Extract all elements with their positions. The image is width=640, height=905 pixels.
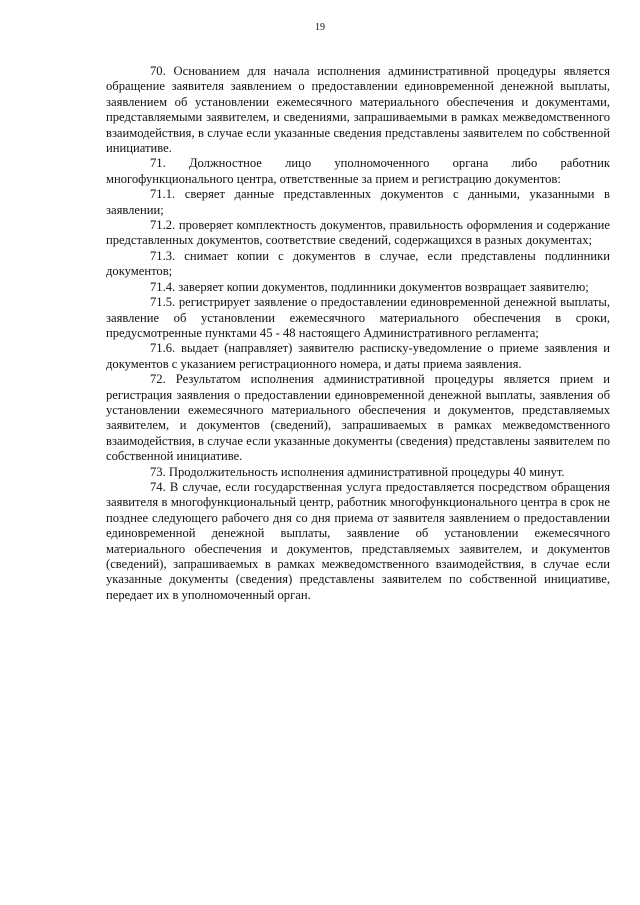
paragraph-71-5: 71.5. регистрирует заявление о предоставлении единовременной денежной выплаты, заявление об установлении ежемесячного материального обеспечения в сроки, предусмотренные пунктами 45 - 48 настоящего Административного регламента; bbox=[106, 295, 610, 340]
paragraph-71-4: 71.4. заверяет копии документов, подлинники документов возвращает заявителю; bbox=[150, 279, 589, 294]
paragraph-74: 74. В случае, если государственная услуга предоставляется посредством обращения заявителя в многофункциональный центр, работник многофункционального центра в срок не позднее следующего рабочего дня со дня приема от заявителя заявлением о предоставлении единовременной денежной выплаты, заявление об установлении ежемесячного материального обеспечения и документов, представляемых заявителем, и документов (сведений), запрашиваемых в рамках межведомственного взаимодействия, в случае если указанные документы (сведения) представлены заявителем по собственной инициативе, передает их в уполномоченный орган. bbox=[106, 479, 610, 602]
paragraph-72: 72. Результатом исполнения административной процедуры является прием и регистрация заявления о предоставлении единовременной денежной выплаты, заявления об установлении ежемесячного материального обеспечения и документов, представляемых заявителем, и документов (сведений), запрашиваемых в рамках межведомственного взаимодействия, в случае если указанные документы (сведения) представлены заявителем по собственной инициативе. bbox=[106, 372, 610, 464]
paragraph-73: 73. Продолжительность исполнения административной процедуры 40 минут. bbox=[150, 464, 565, 479]
paragraph-71: 71. Должностное лицо уполномоченного органа либо работник многофункционального центра, ответственные за прием и регистрацию документов: bbox=[106, 156, 610, 186]
document-body bbox=[106, 64, 610, 603]
paragraph-71-3: 71.3. снимает копии с документов в случае, если представлены подлинники документов; bbox=[106, 248, 610, 279]
paragraph-71-2: 71.2. проверяет комплектность документов, правильность оформления и содержание представленных документов, соответствие сведений, содержащихся в разных документах; bbox=[106, 218, 610, 248]
page-number: 19 bbox=[315, 22, 325, 33]
paragraph-70: 70. Основанием для начала исполнения административной процедуры является обращение заявителя заявлением о предоставлении единовременной денежной выплаты, заявлением об установлении ежемесячного материального обеспечения и документами, представляемыми заявителем, и сведениями, запрашиваемыми в рамках межведомственного взаимодействия, в случае если указанные сведения представлены заявителем по собственной инициативе. bbox=[106, 64, 610, 156]
paragraph-71-6: 71.6. выдает (направляет) заявителю расписку-уведомление о приеме заявления и документов с указанием регистрационного номера, и даты приема заявления. bbox=[106, 341, 610, 371]
paragraph-71-1: 71.1. сверяет данные представленных документов с данными, указанными в заявлении; bbox=[106, 187, 610, 217]
